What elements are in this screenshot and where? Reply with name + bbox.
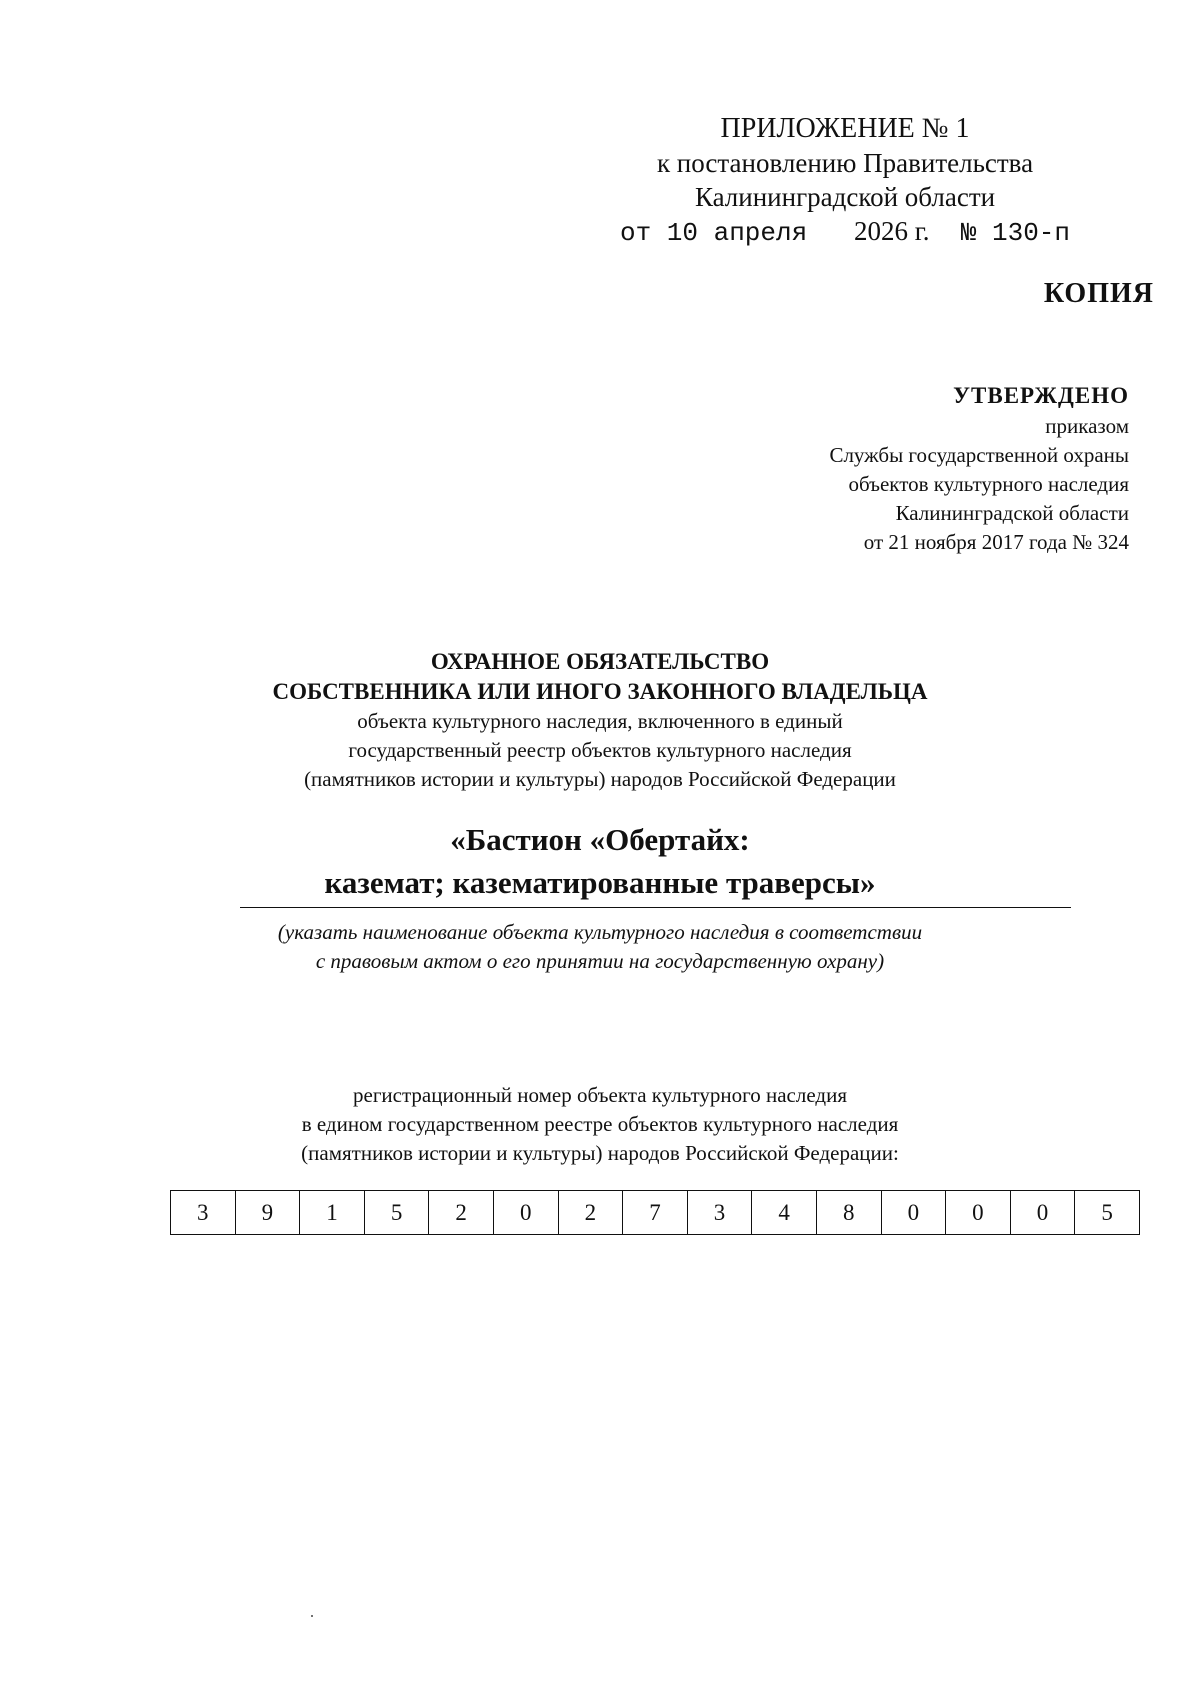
registration-caption bbox=[0, 1081, 1200, 1168]
object-name-line: каземат; казематированные траверсы» bbox=[324, 865, 876, 900]
title-line: ОХРАННОЕ ОБЯЗАТЕЛЬСТВО bbox=[430, 649, 770, 674]
annex-header bbox=[585, 112, 1105, 250]
registration-digit: 2 bbox=[558, 1191, 623, 1235]
annex-region: Калининградской области bbox=[694, 182, 996, 212]
heritage-object-name bbox=[0, 818, 1200, 904]
registration-digit: 2 bbox=[429, 1191, 494, 1235]
annex-resolution-ref: к постановлению Правительства bbox=[656, 148, 1034, 178]
subtitle-line: объекта культурного наследия, включенного в единый bbox=[357, 709, 843, 733]
annex-year: 2026 г. bbox=[854, 216, 930, 246]
annex-date-line bbox=[585, 214, 1105, 250]
document-title bbox=[0, 647, 1200, 794]
approval-block bbox=[669, 380, 1129, 557]
registration-digit: 5 bbox=[1075, 1191, 1140, 1235]
registration-digit: 0 bbox=[1010, 1191, 1075, 1235]
title-line: СОБСТВЕННИКА ИЛИ ИНОГО ЗАКОННОГО ВЛАДЕЛЬЦА bbox=[272, 679, 928, 704]
subtitle-line: государственный реестр объектов культурного наследия bbox=[348, 738, 852, 762]
registration-digit: 3 bbox=[171, 1191, 236, 1235]
name-underline bbox=[240, 907, 1071, 908]
registration-digit: 0 bbox=[946, 1191, 1011, 1235]
registration-digit: 7 bbox=[623, 1191, 688, 1235]
registration-digit: 9 bbox=[235, 1191, 300, 1235]
approval-line: от 21 ноября 2017 года № 324 bbox=[863, 530, 1129, 554]
name-instruction-note bbox=[0, 918, 1200, 976]
caption-line: (памятников истории и культуры) народов Российской Федерации: bbox=[301, 1141, 899, 1165]
caption-line: регистрационный номер объекта культурного наследия bbox=[353, 1083, 847, 1107]
object-name-line: «Бастион «Обертайх: bbox=[450, 822, 750, 857]
registration-digit: 4 bbox=[752, 1191, 817, 1235]
approval-line: Калининградской области bbox=[895, 501, 1129, 525]
scan-speck bbox=[311, 1615, 313, 1617]
approval-line: Службы государственной охраны bbox=[829, 443, 1129, 467]
registration-number-table bbox=[170, 1190, 1140, 1235]
registration-digit: 1 bbox=[300, 1191, 365, 1235]
note-line: с правовым актом о его принятии на государственную охрану) bbox=[315, 949, 885, 973]
approval-line: приказом bbox=[1045, 414, 1129, 438]
annex-date: от 10 апреля bbox=[619, 218, 808, 248]
registration-digit: 0 bbox=[881, 1191, 946, 1235]
annex-number: ПРИЛОЖЕНИЕ № 1 bbox=[720, 113, 970, 144]
approval-line: объектов культурного наследия bbox=[848, 472, 1129, 496]
copy-mark: КОПИЯ bbox=[1043, 278, 1154, 309]
registration-digits-row bbox=[171, 1191, 1140, 1235]
registration-digit: 8 bbox=[816, 1191, 881, 1235]
registration-digit: 0 bbox=[493, 1191, 558, 1235]
approval-heading: УТВЕРЖДЕНО bbox=[953, 383, 1129, 408]
subtitle-line: (памятников истории и культуры) народов Российской Федерации bbox=[304, 767, 896, 791]
note-line: (указать наименование объекта культурного наследия в соответствии bbox=[277, 920, 923, 944]
registration-digit: 5 bbox=[364, 1191, 429, 1235]
caption-line: в едином государственном реестре объектов культурного наследия bbox=[301, 1112, 899, 1136]
annex-doc-number: № 130-п bbox=[960, 218, 1070, 248]
registration-digit: 3 bbox=[687, 1191, 752, 1235]
